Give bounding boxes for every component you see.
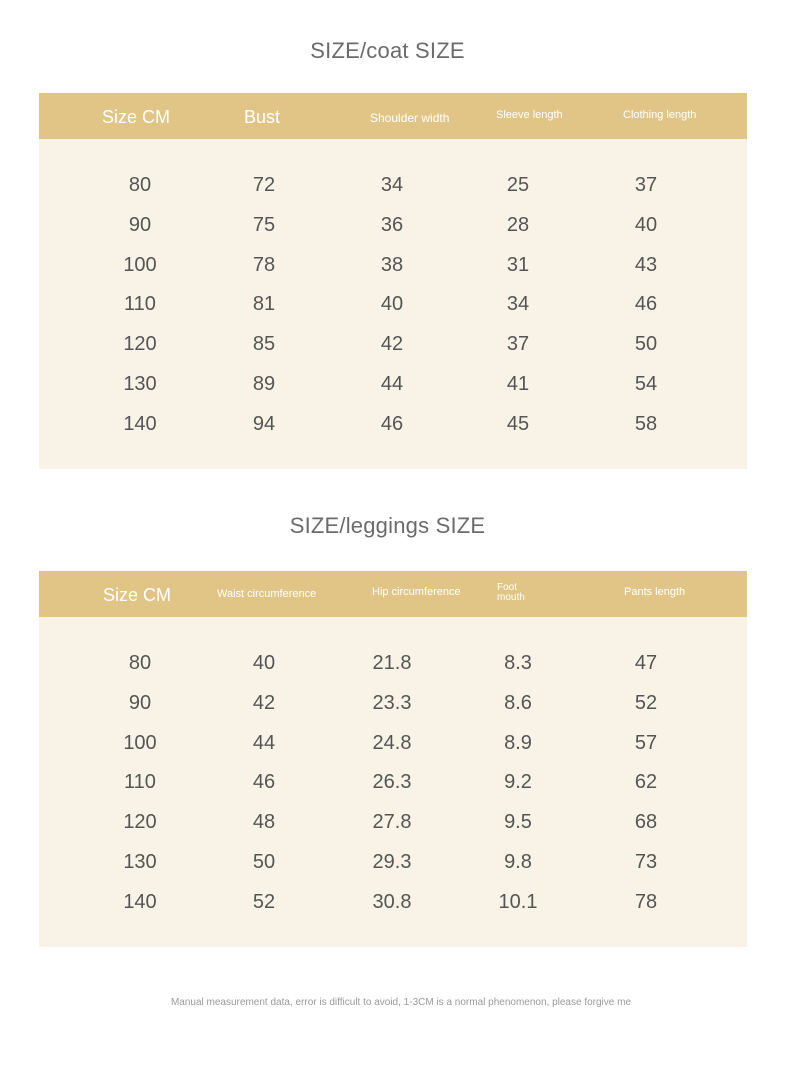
leggings-size-table — [39, 571, 747, 947]
table-cell: 80 — [128, 174, 152, 196]
table-cell: 85 — [252, 333, 276, 356]
table-cell: 42 — [380, 333, 404, 356]
table-cell: 37 — [634, 174, 658, 196]
table-cell: 21.8 — [372, 652, 412, 674]
table-cell: 37 — [506, 333, 530, 356]
coat-header-size: Size CM — [102, 107, 171, 127]
table-row — [39, 732, 747, 756]
coat-table-header — [39, 93, 747, 139]
table-cell: 94 — [252, 412, 276, 435]
coat-header-length: Clothing length — [623, 109, 697, 121]
table-cell: 8.9 — [504, 731, 532, 754]
table-row — [39, 891, 747, 915]
table-cell: 27.8 — [372, 811, 412, 834]
table-cell: 43 — [634, 253, 658, 276]
table-cell: 50 — [634, 333, 658, 356]
coat-header-sleeve: Sleeve length — [496, 109, 563, 121]
table-cell: 90 — [128, 213, 152, 236]
table-cell: 9.2 — [504, 771, 532, 794]
table-cell: 130 — [123, 851, 157, 873]
coat-header-shoulder: Shoulder width — [370, 111, 450, 125]
table-row — [39, 652, 747, 676]
table-cell: 41 — [506, 373, 530, 395]
table-cell: 44 — [252, 731, 276, 754]
table-cell: 57 — [634, 731, 658, 754]
table-cell: 40 — [634, 213, 658, 236]
table-row — [39, 771, 747, 795]
table-row — [39, 214, 747, 238]
table-cell: 89 — [252, 373, 276, 395]
table-cell: 62 — [634, 771, 658, 794]
table-cell: 45 — [506, 412, 530, 435]
table-cell: 30.8 — [372, 890, 412, 913]
table-cell: 9.5 — [504, 811, 532, 834]
table-cell: 78 — [252, 253, 276, 276]
table-cell: 8.3 — [504, 652, 532, 674]
leggings-title: SIZE/leggings SIZE — [289, 513, 486, 538]
table-cell: 52 — [252, 890, 276, 913]
table-cell: 140 — [123, 890, 157, 913]
table-cell: 52 — [634, 691, 658, 714]
table-cell: 42 — [252, 691, 276, 714]
table-row — [39, 333, 747, 357]
table-cell: 25 — [506, 174, 530, 196]
leggings-header-waist: Waist circumference — [217, 588, 317, 600]
table-cell: 10.1 — [498, 890, 538, 913]
table-row — [39, 413, 747, 437]
table-cell: 31 — [506, 253, 530, 276]
table-cell: 68 — [634, 811, 658, 834]
table-cell: 75 — [252, 213, 276, 236]
table-cell: 23.3 — [372, 691, 412, 714]
table-cell: 54 — [634, 373, 658, 395]
table-cell: 44 — [380, 373, 404, 395]
table-cell: 46 — [380, 412, 404, 435]
table-cell: 46 — [252, 771, 276, 794]
table-cell: 29.3 — [372, 851, 412, 873]
coat-header-bust: Bust — [244, 107, 281, 127]
table-cell: 28 — [506, 213, 530, 236]
table-cell: 58 — [634, 412, 658, 435]
table-row — [39, 811, 747, 835]
table-cell: 36 — [380, 213, 404, 236]
table-cell: 50 — [252, 851, 276, 873]
table-cell: 110 — [124, 293, 156, 316]
table-cell: 73 — [634, 851, 658, 873]
table-cell: 100 — [123, 253, 157, 276]
measurement-footnote: Manual measurement data, error is difficult to avoid, 1-3CM is a normal phenomenon, please forgive me — [170, 997, 632, 1008]
table-cell: 100 — [123, 731, 157, 754]
table-row — [39, 692, 747, 716]
coat-size-table — [39, 93, 747, 469]
leggings-header-foot-mouth: Foot mouth — [497, 582, 525, 603]
table-cell: 40 — [252, 652, 276, 674]
table-cell: 8.6 — [504, 691, 532, 714]
table-cell: 46 — [634, 293, 658, 316]
table-cell: 40 — [380, 293, 404, 316]
leggings-header-hip: Hip circumference — [372, 586, 461, 598]
table-cell: 120 — [123, 811, 157, 834]
table-cell: 34 — [506, 293, 530, 316]
table-row — [39, 851, 747, 875]
table-cell: 130 — [123, 373, 157, 395]
leggings-table-header — [39, 571, 747, 617]
table-cell: 80 — [128, 652, 152, 674]
table-cell: 140 — [123, 412, 157, 435]
table-cell: 78 — [634, 890, 658, 913]
table-cell: 110 — [124, 771, 156, 794]
table-cell: 34 — [380, 174, 404, 196]
table-cell: 81 — [252, 293, 276, 316]
table-cell: 90 — [128, 691, 152, 714]
table-row — [39, 174, 747, 198]
table-row — [39, 254, 747, 278]
table-cell: 38 — [380, 253, 404, 276]
table-row — [39, 293, 747, 317]
coat-title: SIZE/coat SIZE — [310, 38, 465, 63]
table-cell: 26.3 — [372, 771, 412, 794]
table-cell: 47 — [634, 652, 658, 674]
table-cell: 72 — [252, 174, 276, 196]
table-cell: 120 — [123, 333, 157, 356]
table-row — [39, 373, 747, 397]
table-cell: 24.8 — [372, 731, 412, 754]
leggings-header-size: Size CM — [103, 585, 172, 605]
table-cell: 9.8 — [504, 851, 532, 873]
leggings-header-pants-length: Pants length — [624, 586, 686, 598]
table-cell: 48 — [252, 811, 276, 834]
